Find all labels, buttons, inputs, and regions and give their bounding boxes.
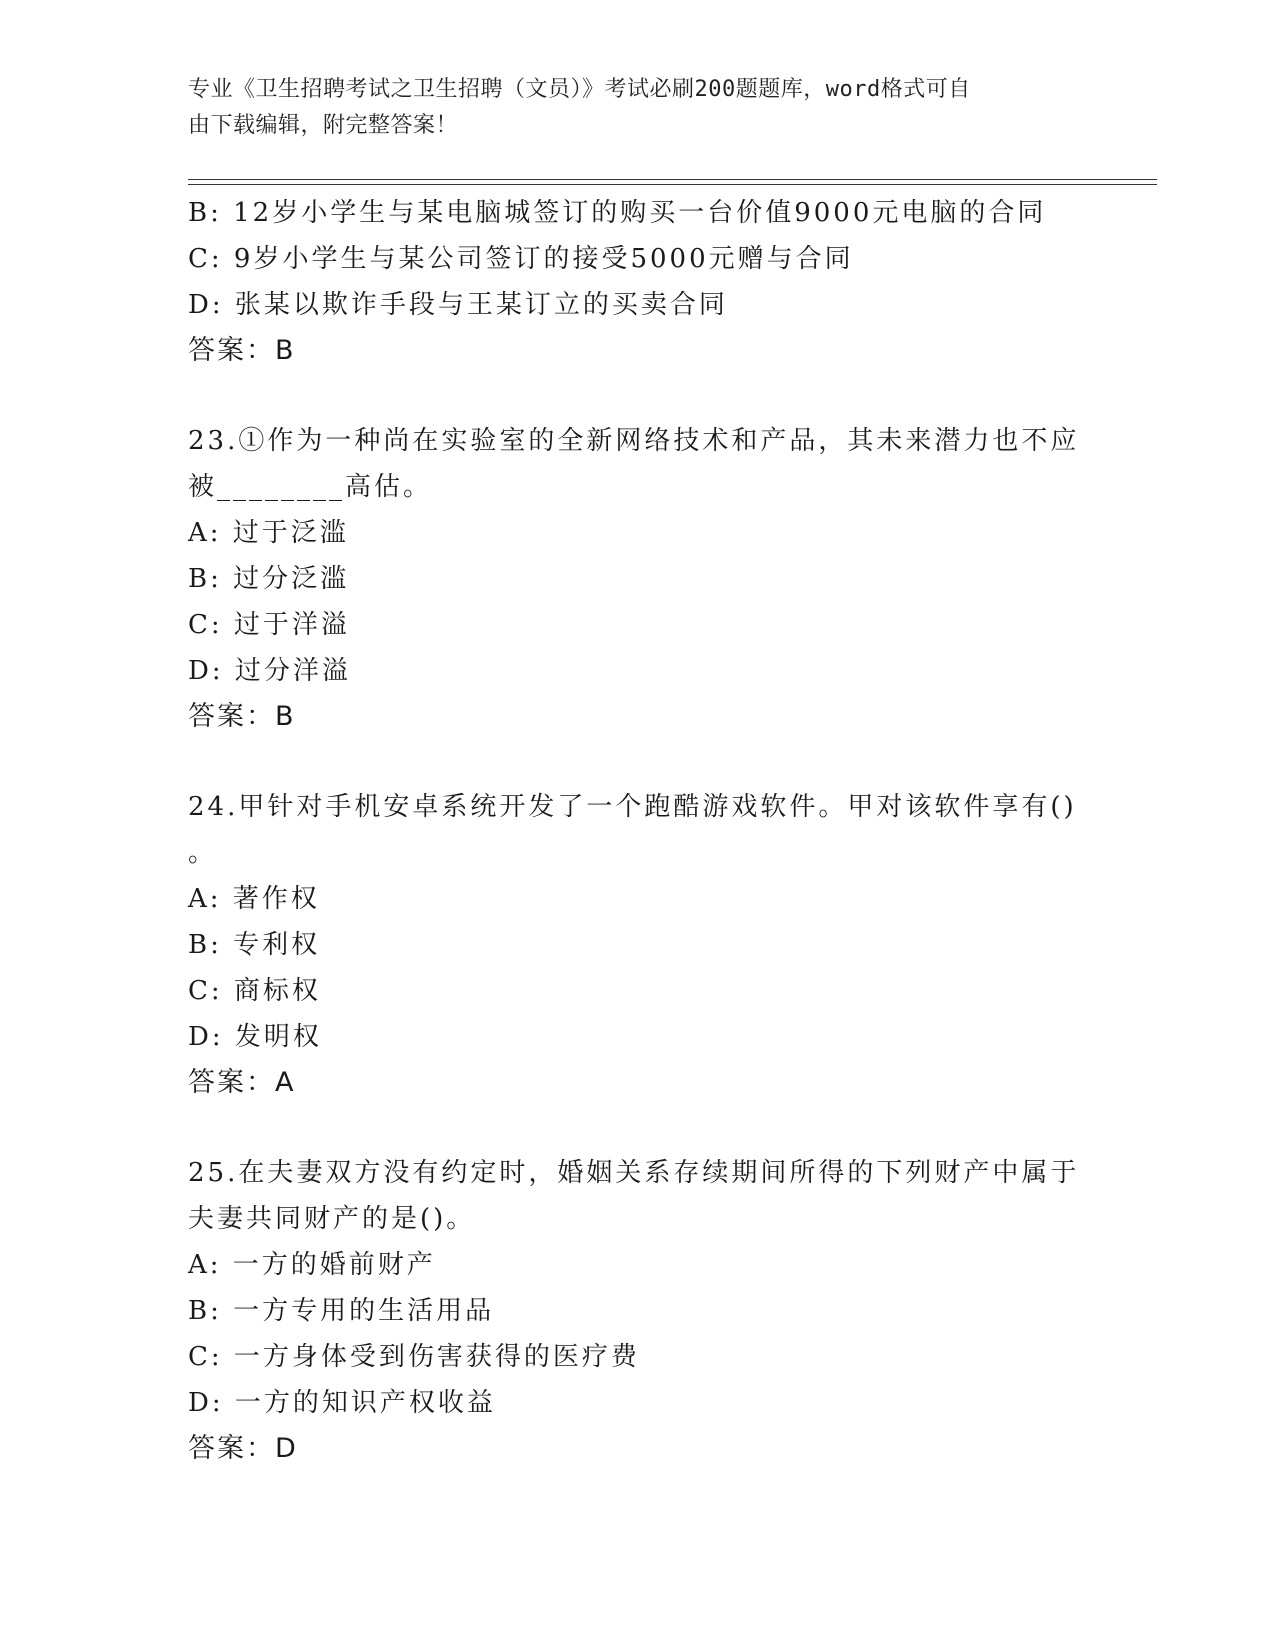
q25-option-b: B: 一方专用的生活用品 [188,1296,495,1326]
q25-stem-line-2: 夫妻共同财产的是()。 [188,1204,476,1234]
q22-answer: 答案：B [188,335,296,366]
header-divider-bottom [188,184,1157,185]
q25-option-d: D: 一方的知识产权收益 [188,1388,496,1418]
q23-stem-line-2: 被________高估。 [188,472,433,502]
q24-stem-line-2: 。 [188,838,218,868]
q25-option-c: C: 一方身体受到伤害获得的医疗费 [188,1342,640,1372]
q22-option-c: C: 9岁小学生与某公司签订的接受5000元赠与合同 [188,244,854,274]
q23-option-d: D: 过分洋溢 [188,656,351,686]
header-divider-top [188,179,1157,180]
q23-option-c: C: 过于洋溢 [188,610,350,640]
question-24 [188,784,1088,1106]
q24-option-d: D: 发明权 [188,1022,322,1052]
q24-option-c: C: 商标权 [188,976,321,1006]
document-header [188,72,1068,144]
q22-option-b: B: 12岁小学生与某电脑城签订的购买一台价值9000元电脑的合同 [188,198,1047,228]
question-22 [188,190,1088,374]
q24-option-a: A: 著作权 [188,884,320,914]
q25-option-a: A: 一方的婚前财产 [188,1250,436,1280]
q23-option-a: A: 过于泛滥 [188,518,349,548]
q24-option-b: B: 专利权 [188,930,321,960]
q25-stem-line-1: 25.在夫妻双方没有约定时，婚姻关系存续期间所得的下列财产中属于 [188,1158,1080,1188]
question-list [188,190,1088,1472]
spacer [188,1106,1088,1150]
spacer [188,374,1088,418]
header-line-2: 由下载编辑，附完整答案！ [188,113,459,138]
q23-option-b: B: 过分泛滥 [188,564,350,594]
q25-answer: 答案：D [188,1433,298,1464]
q22-option-d: D: 张某以欺诈手段与王某订立的买卖合同 [188,290,728,320]
q24-stem-line-1: 24.甲针对手机安卓系统开发了一个跑酷游戏软件。甲对该软件享有() [188,792,1077,822]
header-line-1: 专业《卫生招聘考试之卫生招聘（文员）》考试必刷200题题库，word格式可自 [188,77,971,102]
q24-answer: 答案：A [188,1067,296,1098]
q23-answer: 答案：B [188,701,296,732]
question-23 [188,418,1088,740]
question-25 [188,1150,1088,1472]
q23-stem-line-1: 23.①作为一种尚在实验室的全新网络技术和产品，其未来潜力也不应 [188,426,1080,456]
spacer [188,740,1088,784]
